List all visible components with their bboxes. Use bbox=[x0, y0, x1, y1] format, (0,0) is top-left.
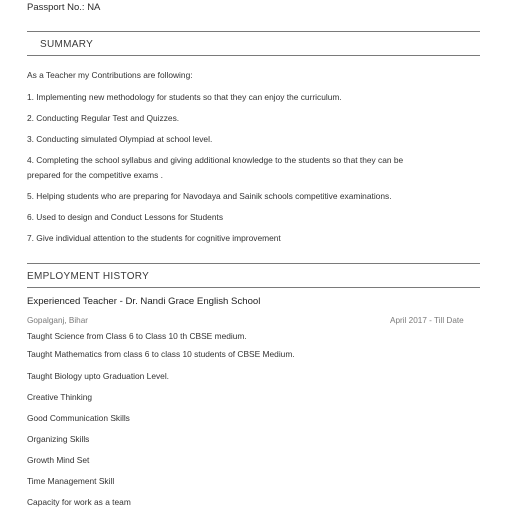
job-detail: Taught Science from Class 6 to Class 10 th CBSE medium. bbox=[27, 331, 247, 341]
job-detail: Taught Mathematics from class 6 to class 10 students of CBSE Medium. bbox=[27, 349, 295, 359]
skill-item: Time Management Skill bbox=[27, 476, 115, 486]
job-location: Gopalganj, Bihar bbox=[27, 316, 88, 325]
summary-top-divider bbox=[27, 31, 480, 32]
summary-point-4-continued: prepared for the competitive exams . bbox=[27, 170, 163, 180]
passport-number: Passport No.: NA bbox=[27, 2, 101, 13]
skill-item: Organizing Skills bbox=[27, 434, 90, 444]
employment-top-divider bbox=[27, 263, 480, 264]
skill-item: Creative Thinking bbox=[27, 392, 93, 402]
job-dates: April 2017 - Till Date bbox=[390, 316, 464, 325]
employment-bottom-divider bbox=[27, 287, 480, 288]
employment-heading: EMPLOYMENT HISTORY bbox=[27, 271, 150, 282]
skill-item: Growth Mind Set bbox=[27, 455, 90, 465]
summary-point-3: 3. Conducting simulated Olympiad at school level. bbox=[27, 134, 213, 144]
skill-item: Good Communication Skills bbox=[27, 413, 130, 423]
summary-point-7: 7. Give individual attention to the students for cognitive improvement bbox=[27, 233, 281, 243]
summary-heading: SUMMARY bbox=[40, 39, 94, 50]
summary-intro: As a Teacher my Contributions are following: bbox=[27, 70, 193, 80]
skill-item: Capacity for work as a team bbox=[27, 497, 131, 507]
summary-point-6: 6. Used to design and Conduct Lessons for Students bbox=[27, 212, 224, 222]
summary-point-5: 5. Helping students who are preparing for Navodaya and Sainik schools competitive examinations. bbox=[27, 191, 392, 201]
job-detail: Taught Biology upto Graduation Level. bbox=[27, 371, 170, 381]
job-title: Experienced Teacher - Dr. Nandi Grace English School bbox=[27, 296, 261, 307]
summary-point-2: 2. Conducting Regular Test and Quizzes. bbox=[27, 113, 180, 123]
summary-bottom-divider bbox=[27, 55, 480, 56]
summary-point-4: 4. Completing the school syllabus and giving additional knowledge to the students so that they can be bbox=[27, 155, 404, 165]
summary-point-1: 1. Implementing new methodology for students so that they can enjoy the curriculum. bbox=[27, 92, 342, 102]
